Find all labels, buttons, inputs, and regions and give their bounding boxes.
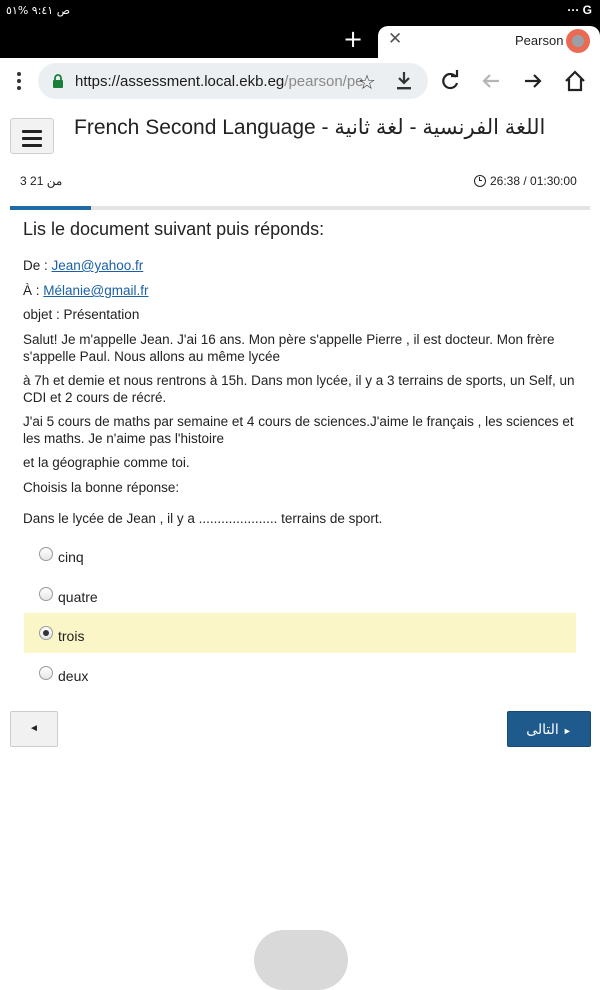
tab-close-icon[interactable]: ✕ (388, 29, 403, 49)
to-email-link[interactable]: Mélanie@gmail.fr (43, 283, 149, 298)
tab-strip (0, 22, 600, 58)
answer-option-label: quatre (58, 589, 98, 605)
forward-arrow-icon[interactable] (519, 67, 547, 95)
answer-option-label: deux (58, 668, 89, 684)
browser-toolbar (0, 58, 600, 104)
url-text[interactable] (75, 73, 364, 90)
progress-fill (10, 206, 91, 210)
question-heading: Lis le document suivant puis réponds: (23, 219, 325, 239)
timer (474, 174, 577, 188)
url-host: https://assessment.local.ekb.eg (75, 73, 285, 90)
tab-favicon-icon (566, 29, 590, 53)
download-icon[interactable] (394, 70, 414, 92)
home-gesture-pill[interactable] (254, 930, 348, 990)
email-to (23, 282, 578, 299)
lock-icon (52, 74, 64, 88)
answer-option[interactable] (24, 655, 576, 695)
home-icon[interactable] (561, 67, 589, 95)
bookmark-star-icon[interactable]: ☆ (358, 70, 376, 94)
email-from (23, 257, 578, 274)
reload-icon[interactable] (436, 67, 464, 95)
answer-option-label: trois (58, 628, 85, 644)
answer-option[interactable] (24, 576, 576, 616)
answer-option[interactable] (24, 536, 576, 576)
clock-icon (474, 175, 486, 187)
from-email-link[interactable]: Jean@yahoo.fr (51, 258, 144, 273)
menu-dots-icon[interactable] (12, 70, 26, 92)
radio-button[interactable] (39, 666, 53, 680)
email-subject: objet : Présentation (23, 307, 140, 322)
browser-tab[interactable] (378, 26, 600, 58)
page-title: French Second Language - اللغة الفرنسية - لغة ثانية (74, 116, 546, 139)
answer-option[interactable] (24, 613, 576, 653)
passage-paragraph-1: Salut! Je m'appelle Jean. J'ai 16 ans. Mon père s'appelle Pierre , il est docteur. Mon frère s'appelle Paul. Nous allons au même lycée (23, 332, 555, 364)
passage-paragraph-3: J'ai 5 cours de maths par semaine et 4 cours de sciences.J'aime le français , les sciences et les maths. Je n'aime pas l'histoire (23, 414, 574, 446)
timer-text: 26:38 / 01:30:00 (490, 174, 577, 188)
hamburger-menu-icon[interactable] (10, 118, 54, 154)
question-prompt: Dans le lycée de Jean , il y a ..................... terrains de sport. (23, 511, 383, 526)
status-bar-left: ص ٩:٤١ %٥١ (6, 4, 71, 17)
passage-paragraph-4: et la géographie comme toi. (23, 455, 190, 470)
url-path: /pearson/pe (284, 73, 364, 90)
next-button[interactable] (507, 711, 591, 747)
status-bar (0, 0, 600, 22)
next-arrow-icon: ► (562, 726, 572, 736)
radio-button[interactable] (39, 587, 53, 601)
question-instruction: Choisis la bonne réponse: (23, 480, 180, 495)
status-bar-right: ··· G (567, 3, 592, 17)
to-label: À : (23, 283, 44, 298)
passage-paragraph-2: à 7h et demie et nous rentrons à 15h. Dans mon lycée, il y a 3 terrains de sports, un Self, un CDI et 2 cours de récré. (23, 373, 575, 405)
next-button-label: التالى (526, 721, 559, 737)
previous-button[interactable]: ◄ (10, 711, 58, 747)
answer-option-label: cinq (58, 549, 84, 565)
from-label: De : (23, 258, 52, 273)
radio-button[interactable] (39, 547, 53, 561)
back-arrow-icon[interactable] (477, 67, 505, 95)
question-counter: 3 من 21 (20, 174, 63, 188)
address-bar[interactable] (38, 63, 428, 99)
radio-button[interactable] (39, 626, 53, 640)
progress-bar (10, 206, 590, 210)
new-tab-button[interactable]: + (342, 25, 364, 53)
tab-title: Pearson (515, 33, 564, 48)
